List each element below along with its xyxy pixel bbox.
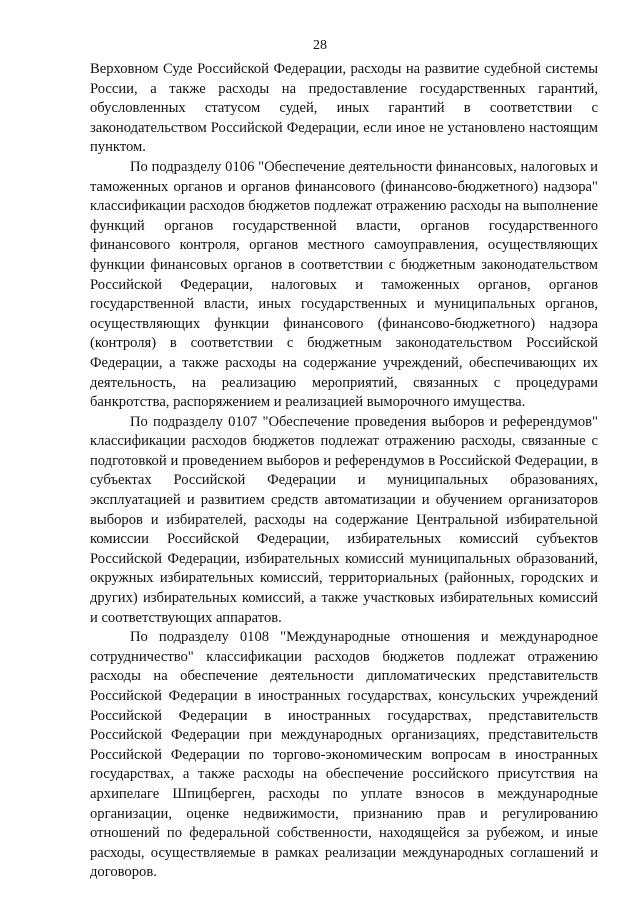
paragraph-supreme-court-continuation: Верховном Суде Российской Федерации, расходы на развитие судебной системы России, а также расходы на предоставление государственных гарантий, обусловленных статусом судей, иных гарантий в соответствии с законодательством Российской Федерации, если иное не установлено настоящим пунктом. — [90, 61, 598, 156]
page-number: 28 — [313, 38, 327, 53]
document-body — [90, 60, 598, 883]
paragraph-subsection-0106: По подразделу 0106 "Обеспечение деятельности финансовых, налоговых и таможенных органов и органов финансового (финансово-бюджетного) надзора" классификации расходов бюджетов подлежат отражению расходы на выполнение функций органов государственной власти, органов государственного финансового контроля, органов местного самоуправления, осуществляющих функции финансовых органов в соответствии с бюджетным законодательством Российской Федерации, налоговых и таможенных органов, органов государственной власти, иных государственных и муниципальных органов, осуществляющих функции финансового (финансово-бюджетного) надзора (контроля) в соответствии с бюджетным законодательством Российской Федерации, а также расходы на содержание учреждений, обеспечивающих их деятельность, на реализацию мероприятий, связанных с процедурами банкротства, распоряжением и реализацией выморочного имущества. — [90, 158, 598, 411]
paragraph-subsection-0107: По подразделу 0107 "Обеспечение проведения выборов и референдумов" классификации расходов бюджетов подлежат отражению расходы, связанные с подготовкой и проведением выборов и референдумов в Российской Федерации, в субъектах Российской Федерации и муниципальных образованиях, эксплуатацией и развитием средств автоматизации и обучением организаторов выборов и избирателей, расходы на содержание Центральной избирательной комиссии Российской Федерации, избирательных комиссий субъектов Российской Федерации, избирательных комиссий муниципальных образований, окружных избирательных комиссий, территориальных (районных, городских и других) избирательных комиссий, а также участковых избирательных комиссий и соответствующих аппаратов. — [90, 413, 598, 626]
paragraph-subsection-0108: По подразделу 0108 "Международные отношения и международное сотрудничество" классификации расходов бюджетов подлежат отражению расходы на обеспечение деятельности дипломатических представительств Российской Федерации в иностранных государствах, консульских учреждений Российской Федерации в иностранных государствах, представительств Российской Федерации при международных организациях, представительств Российской Федерации по торгово-экономическим вопросам в иностранных государствах, а также расходы на обеспечение российского присутствия на архипелаге Шпицберген, расходы по уплате взносов в международные организации, оценке недвижимости, признанию прав и регулированию отношений по федеральной собственности, находящейся за рубежом, и иные расходы, осуществляемые в рамках реализации международных соглашений и договоров. — [90, 629, 598, 881]
